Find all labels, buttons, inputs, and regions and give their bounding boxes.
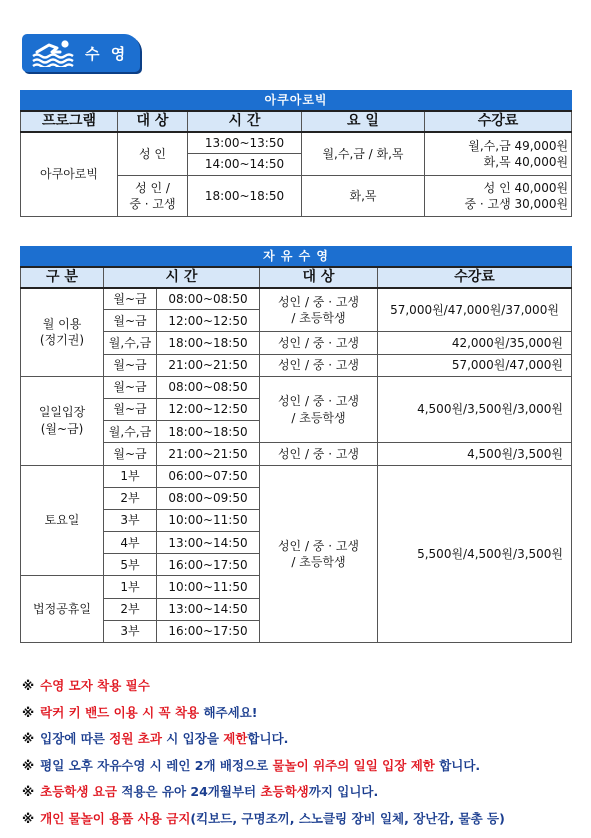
category-sublabel: (정기권) bbox=[39, 333, 85, 348]
table-row bbox=[21, 443, 572, 465]
col-header: 대 상 bbox=[260, 267, 378, 288]
section-badge bbox=[22, 34, 140, 72]
col-header: 대 상 bbox=[118, 111, 188, 132]
col-header: 시 간 bbox=[104, 267, 260, 288]
fee-cell: 4,500원/3,500원/3,000원 bbox=[378, 376, 572, 443]
note-text: 시 입장을 bbox=[161, 731, 224, 747]
reference-mark: ※ bbox=[22, 678, 35, 693]
time-cell: 12:00~12:50 bbox=[157, 398, 260, 420]
table-header bbox=[21, 111, 572, 132]
category-cell bbox=[21, 376, 104, 465]
page-title: 수 영 bbox=[85, 44, 129, 63]
part-cell: 2부 bbox=[104, 487, 157, 509]
target-cell: 성 인 bbox=[118, 132, 188, 176]
fee-line: 월,수,금 49,000원 bbox=[468, 138, 569, 153]
part-cell: 4부 bbox=[104, 532, 157, 554]
category-sublabel: (월~금) bbox=[40, 421, 84, 436]
category-cell: 토요일 bbox=[21, 465, 104, 576]
table-row bbox=[21, 465, 572, 487]
day-cell: 월~금 bbox=[104, 354, 157, 376]
target-cell: 성인 / 중 · 고생 bbox=[260, 443, 378, 465]
col-header: 수강료 bbox=[378, 267, 572, 288]
note-text: 적용은 유아 24개월부터 bbox=[116, 784, 261, 800]
category-cell: 법정공휴일 bbox=[21, 576, 104, 643]
fee-cell bbox=[425, 176, 572, 217]
col-header: 요 일 bbox=[302, 111, 425, 132]
note-text: 정원 초과 bbox=[109, 731, 162, 747]
target-cell bbox=[260, 288, 378, 332]
note-item bbox=[22, 756, 582, 783]
time-cell: 08:00~09:50 bbox=[157, 487, 260, 509]
fee-line: 화,목 40,000원 bbox=[483, 154, 569, 169]
time-cell: 21:00~21:50 bbox=[157, 443, 260, 465]
time-cell: 13:00~14:50 bbox=[157, 598, 260, 620]
time-cell: 12:00~12:50 bbox=[157, 310, 260, 332]
reference-mark: ※ bbox=[22, 704, 35, 720]
time-cell: 18:00~18:50 bbox=[157, 332, 260, 354]
category-cell bbox=[21, 288, 104, 377]
category-label: 월 이용 bbox=[42, 316, 82, 331]
time-cell: 10:00~11:50 bbox=[157, 576, 260, 598]
note-text: 합니다. bbox=[247, 731, 289, 747]
time-cell: 18:00~18:50 bbox=[157, 421, 260, 443]
time-cell: 13:00~14:50 bbox=[157, 532, 260, 554]
part-cell: 1부 bbox=[104, 576, 157, 598]
reference-mark: ※ bbox=[22, 757, 35, 773]
target-line: / 초등학생 bbox=[291, 554, 346, 569]
target-cell: 성인 / 중 · 고생 bbox=[260, 354, 378, 376]
day-cell: 월~금 bbox=[104, 443, 157, 465]
time-cell: 08:00~08:50 bbox=[157, 288, 260, 310]
time-cell: 21:00~21:50 bbox=[157, 354, 260, 376]
time-cell: 16:00~17:50 bbox=[157, 620, 260, 642]
notes-list bbox=[22, 676, 582, 836]
note-text: 까지 입니다. bbox=[308, 784, 379, 800]
target-cell bbox=[260, 376, 378, 443]
day-cell: 월~금 bbox=[104, 288, 157, 310]
note-text: 수영 모자 착용 필수 bbox=[40, 678, 150, 693]
time-cell: 13:00~13:50 bbox=[188, 132, 302, 154]
target-line: 성인 / 중 · 고생 bbox=[277, 294, 360, 309]
reference-mark: ※ bbox=[22, 784, 35, 800]
time-cell: 08:00~08:50 bbox=[157, 376, 260, 398]
note-item bbox=[22, 703, 582, 730]
time-cell: 10:00~11:50 bbox=[157, 509, 260, 531]
fee-cell: 4,500원/3,500원 bbox=[378, 443, 572, 465]
time-cell: 14:00~14:50 bbox=[188, 154, 302, 176]
days-cell: 월,수,금 / 화,목 bbox=[302, 132, 425, 176]
table-row bbox=[21, 332, 572, 354]
note-item bbox=[22, 729, 582, 756]
day-cell: 월,수,금 bbox=[104, 332, 157, 354]
note-text: 락커 키 밴드 이용 시 꼭 착용 bbox=[40, 704, 200, 720]
note-text: 제한 bbox=[223, 731, 248, 747]
target-cell: 성인 / 중 · 고생 bbox=[260, 332, 378, 354]
table-row bbox=[21, 354, 572, 376]
note-text: 평일 오후 자유수영 시 레인 2개 배정으로 bbox=[40, 757, 273, 773]
note-text: (킥보드, 구명조끼, 스노클링 장비 일체, 장난감, 물총 등) bbox=[190, 810, 505, 826]
target-cell bbox=[260, 465, 378, 643]
table-row bbox=[21, 376, 572, 398]
table-caption: 자 유 수 영 bbox=[21, 247, 572, 267]
day-cell: 월~금 bbox=[104, 310, 157, 332]
target-line: 성 인 / bbox=[135, 181, 170, 195]
part-cell: 3부 bbox=[104, 509, 157, 531]
swimmer-icon bbox=[31, 39, 77, 67]
target-line: 중 · 고생 bbox=[129, 197, 176, 212]
day-cell: 월,수,금 bbox=[104, 421, 157, 443]
note-text: 개인 물놀이 용품 사용 금지 bbox=[40, 810, 191, 826]
day-cell: 월~금 bbox=[104, 398, 157, 420]
part-cell: 1부 bbox=[104, 465, 157, 487]
part-cell: 5부 bbox=[104, 554, 157, 576]
reference-mark: ※ bbox=[22, 810, 35, 826]
col-header: 수강료 bbox=[425, 111, 572, 132]
table-row bbox=[21, 288, 572, 310]
target-line: 성인 / 중 · 고생 bbox=[277, 394, 360, 409]
target-line: / 초등학생 bbox=[291, 410, 346, 425]
target-line: 성인 / 중 · 고생 bbox=[277, 538, 360, 553]
fee-cell bbox=[425, 132, 572, 176]
program-cell: 아쿠아로빅 bbox=[21, 132, 118, 217]
category-label: 일일입장 bbox=[38, 405, 86, 420]
fee-line: 성 인 40,000원 bbox=[483, 181, 569, 195]
table-caption: 아쿠아로빅 bbox=[21, 91, 572, 111]
note-text: 초등학생 요금 bbox=[40, 784, 117, 800]
target-cell bbox=[118, 176, 188, 217]
day-cell: 월~금 bbox=[104, 376, 157, 398]
col-header: 시 간 bbox=[188, 111, 302, 132]
aquarobics-table bbox=[20, 90, 572, 217]
note-text: 물놀이 위주의 일일 입장 제한 bbox=[272, 757, 435, 773]
note-text: 입장에 따른 bbox=[40, 731, 110, 747]
fee-cell: 57,000원/47,000원 bbox=[378, 354, 572, 376]
col-header: 구 분 bbox=[21, 267, 104, 288]
note-item bbox=[22, 809, 582, 836]
days-cell: 화,목 bbox=[302, 176, 425, 217]
fee-line: 중 · 고생 30,000원 bbox=[464, 197, 569, 212]
fee-cell: 5,500원/4,500원/3,500원 bbox=[378, 465, 572, 643]
reference-mark: ※ bbox=[22, 731, 35, 747]
note-item bbox=[22, 782, 582, 809]
note-text: 해주세요! bbox=[199, 704, 258, 720]
note-text: 합니다. bbox=[434, 757, 481, 773]
free-swim-table bbox=[20, 246, 572, 643]
table-header bbox=[21, 267, 572, 288]
note-item bbox=[22, 676, 582, 703]
note-text: 초등학생 bbox=[260, 784, 309, 800]
table-row bbox=[21, 132, 572, 154]
fee-cell: 57,000원/47,000원/37,000원 bbox=[378, 288, 572, 332]
part-cell: 3부 bbox=[104, 620, 157, 642]
time-cell: 06:00~07:50 bbox=[157, 465, 260, 487]
target-line: / 초등학생 bbox=[291, 310, 346, 325]
time-cell: 16:00~17:50 bbox=[157, 554, 260, 576]
col-header: 프로그램 bbox=[21, 111, 118, 132]
part-cell: 2부 bbox=[104, 598, 157, 620]
fee-cell: 42,000원/35,000원 bbox=[378, 332, 572, 354]
time-cell: 18:00~18:50 bbox=[188, 176, 302, 217]
